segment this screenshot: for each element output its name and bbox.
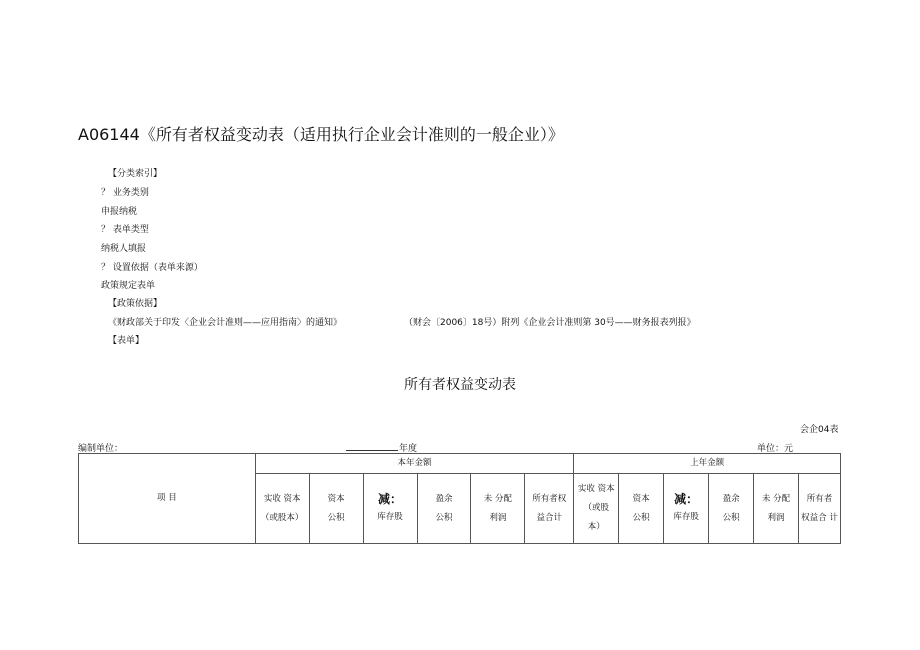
- prev-paid-in-capital: [574, 474, 619, 544]
- prev-c5-line1: 未 分配: [761, 493, 791, 504]
- cur-treasury-stock: [363, 474, 417, 544]
- form-title: 所有者权益变动表: [404, 377, 516, 393]
- cur-c4-line1: 盈余: [435, 493, 453, 504]
- year-blank: [346, 442, 398, 451]
- prev-c2-line1: 资本: [632, 493, 650, 504]
- cur-surplus-reserve: [417, 474, 471, 544]
- document-title: A06144《所有者权益变动表（适用执行企业会计准则的一般企业）》: [78, 125, 564, 144]
- business-category-value: 申报纳税: [101, 207, 138, 217]
- basis-label: ？ 设置依据（表单来源）: [101, 263, 203, 273]
- currency-unit: 单位：元: [757, 444, 794, 454]
- prev-c1-line1: 实收 资本: [577, 484, 615, 494]
- policy-text-1: 《财政部关于印发〈企业会计准则——应用指南〉的通知》: [108, 318, 343, 328]
- prev-c1-line2: （或股: [583, 503, 609, 513]
- prev-c2-line2: 公积: [632, 512, 650, 523]
- cur-retained-earnings: [471, 474, 525, 544]
- prev-surplus-reserve: [709, 474, 754, 544]
- form-type-value: 纳税人填报: [101, 244, 147, 254]
- form-code: 会企04表: [800, 425, 839, 435]
- cur-c2-line2: 公积: [327, 512, 345, 523]
- prev-c3-line2: 库存股: [673, 512, 699, 522]
- policy-text-2: （财会〔2006〕18号）附列《企业会计准则第 30号——财务报表列报》: [404, 318, 696, 328]
- cur-c5-line2: 利润: [489, 512, 507, 523]
- prev-c6-line2: 权益合 计: [801, 512, 838, 523]
- prev-c1-line3: 本）: [587, 522, 605, 532]
- policy-heading: 【政策依据】: [108, 299, 163, 309]
- equity-table: [78, 453, 841, 544]
- cur-c1-line2: （或股本）: [260, 512, 304, 523]
- cur-c5-line1: 未 分配: [483, 493, 512, 504]
- prior-year-header: 上年金额: [574, 454, 841, 474]
- prev-retained-earnings: [754, 474, 799, 544]
- prev-c6-line1: 所有者: [806, 493, 833, 504]
- cur-c1-line1: 实收 资本: [263, 493, 301, 504]
- prev-treasury-stock: [664, 474, 709, 544]
- basis-value: 政策规定表单: [101, 281, 156, 291]
- year-label: 年度: [399, 444, 418, 454]
- cur-c4-line2: 公积: [435, 512, 453, 523]
- prev-total-equity: [798, 474, 840, 544]
- cur-paid-in-capital: [255, 474, 309, 544]
- prev-c4-line1: 盈余: [722, 493, 740, 504]
- cur-c6-line1: 所有者权: [532, 493, 567, 504]
- form-type-label: ？ 表单类型: [101, 225, 149, 235]
- row-header-cell: [79, 454, 256, 544]
- index-heading: 【分类索引】: [108, 169, 163, 179]
- form-heading: 【表单】: [108, 336, 145, 346]
- row-header: 项 目: [157, 493, 177, 503]
- cur-capital-reserve: [309, 474, 363, 544]
- unit-label: 编制单位：: [78, 444, 124, 454]
- cur-total-equity: [525, 474, 574, 544]
- prev-c3-line1: 减：: [674, 492, 699, 506]
- prev-c4-line2: 公积: [722, 512, 740, 523]
- cur-c2-line1: 资本: [327, 493, 345, 504]
- cur-c6-line2: 益合计: [536, 512, 563, 523]
- prev-capital-reserve: [619, 474, 664, 544]
- cur-c3-line2: 库存股: [377, 512, 403, 522]
- prev-c5-line2: 利润: [767, 512, 785, 523]
- cur-c3-line1: 减：: [378, 492, 403, 506]
- business-category-label: ？ 业务类别: [101, 188, 149, 198]
- current-year-header: 本年金额: [255, 454, 574, 474]
